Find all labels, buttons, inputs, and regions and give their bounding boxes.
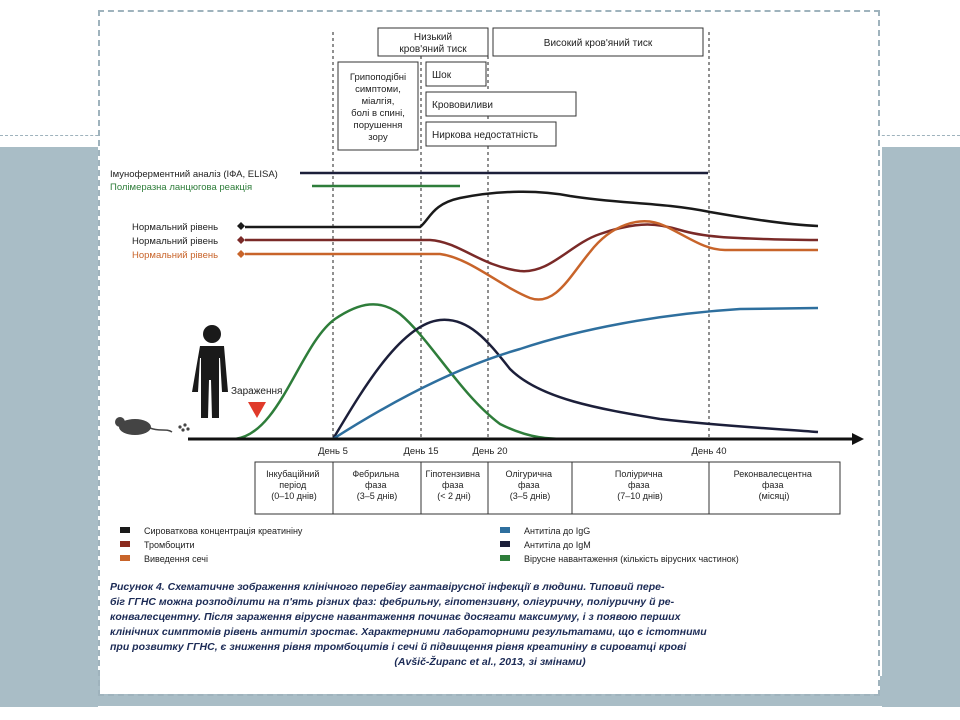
svg-text:зору: зору (368, 132, 388, 143)
low-pressure-line-2: кров'яний тиск (399, 44, 467, 55)
elisa-label: Імуноферментний аналіз (ІФА, ELISA) (110, 169, 278, 180)
svg-text:болі в спині,: болі в спині, (351, 108, 405, 119)
day-label-20: День 20 (472, 446, 508, 457)
svg-text:симптоми,: симптоми, (355, 84, 401, 95)
normal-level-label-3: Нормальний рівень (132, 250, 219, 261)
caption-line-6: (Avšič-Županc et al., 2013, зі змінами) (394, 656, 586, 668)
day-label-15: День 15 (403, 446, 439, 457)
high-pressure-label: Високий кров'яний тиск (543, 38, 653, 49)
phase-polyuric: Поліурична фаза (7–10 днів) (614, 469, 663, 501)
kidney-failure-label: Ниркова недостатність (432, 130, 539, 141)
phase-hypotensive: Гіпотензивна фаза (< 2 дні) (425, 469, 480, 501)
svg-text:порушення: порушення (353, 120, 403, 131)
svg-text:міалгія,: міалгія, (361, 96, 395, 107)
day-label-5: День 5 (318, 446, 348, 457)
slide-frame (98, 10, 880, 696)
phase-febrile: Фебрильна фаза (3–5 днів) (352, 469, 400, 501)
legend-label-igm: Антитіла до IgM (524, 540, 591, 550)
shock-label: Шок (432, 70, 452, 81)
phase-incubation: Інкубаційний період (0–10 днів) (266, 469, 320, 501)
legend-label-urine: Виведення сечі (144, 554, 208, 564)
normal-level-label-1: Нормальний рівень (132, 222, 219, 233)
legend-label-viral: Вірусне навантаження (кількість вірусних частинок) (524, 554, 739, 564)
hemorrhage-label: Крововиливи (432, 100, 493, 111)
legend-label-platelets: Тромбоцити (144, 540, 195, 550)
caption-line-5: при розвитку ГГНС, є зниження рівня тромбоцитів і сечі й підвищення рівня креатиніну в сироватці крові (110, 641, 687, 653)
low-pressure-line-1: Низький (413, 32, 453, 43)
caption-line-2: біг ГГНС можна розподілити на п'ять різних фаз: фебрильну, гіпотензивну, олігуричну, поліуричну й ре- (110, 596, 675, 608)
caption-line-4: клінічних симптомів рівень антитіл зростає. Характерними лабораторними результатами, що є істотними (110, 626, 707, 638)
caption-line-1: Рисунок 4. Схематичне зображення клінічного перебігу гантавірусної інфекції в людини. Типовий пере- (110, 581, 665, 593)
legend-label-creatinine: Сироваткова концентрація креатиніну (144, 526, 303, 536)
caption-line-3: конвалесцентну. Після зараження вірусне навантаження починає досягати максимуму, і з появою перших (110, 611, 681, 623)
slide-band-left (0, 147, 98, 707)
normal-level-label-2: Нормальний рівень (132, 236, 219, 247)
pcr-label: Полімеразна ланцюгова реакція (110, 182, 253, 193)
infection-label: Зараження (231, 386, 283, 397)
slide-band-right (882, 147, 960, 707)
legend-label-igg: Антитіла до IgG (524, 526, 591, 536)
phase-oliguric: Олігурична фаза (3–5 днів) (505, 469, 553, 501)
svg-text:Грипоподібні: Грипоподібні (349, 72, 407, 83)
phase-convalescent: Реконвалесцентна фаза (місяці) (733, 469, 812, 501)
day-label-40: День 40 (691, 446, 727, 457)
